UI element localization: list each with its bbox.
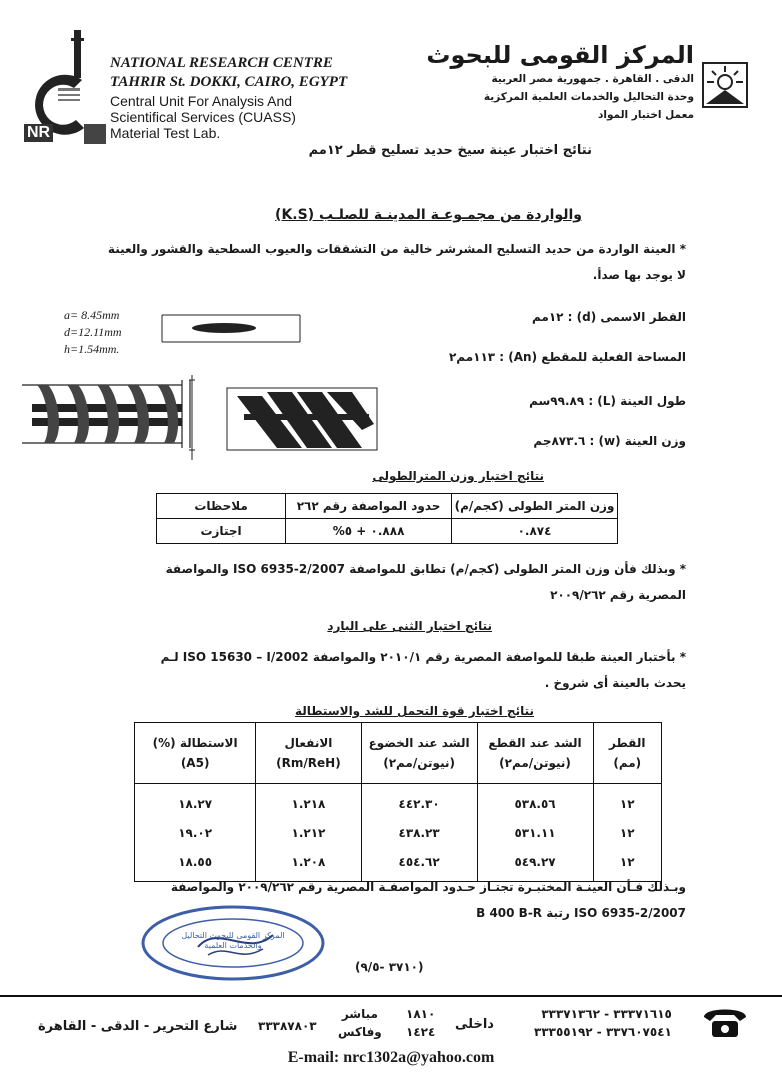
- weight-test-table: [156, 493, 618, 544]
- footer-phone-line: ٣٣٣٧١٦١٥ - ٣٣٣٧١٣٦٢: [541, 1007, 672, 1021]
- official-stamp: [138, 903, 328, 983]
- table-cell: ٤٥٤.٦٢: [361, 847, 477, 882]
- footer-phones: [534, 1005, 672, 1041]
- intro-text: [106, 236, 686, 288]
- col-header: [361, 723, 477, 784]
- ar-header-line: الدقى . القاهرة . جمهورية مصر العربية: [491, 73, 694, 85]
- bend-test-text: [66, 644, 686, 696]
- col-header-line: الشد عند الخضوع: [368, 736, 470, 750]
- weight-conclusion: [86, 556, 686, 608]
- bend-test-line: يحدث بالعينة أى شروخ .: [544, 676, 686, 690]
- tensile-test-heading: نتائج اختبار قوة التحمل للشد والاستطالة: [294, 704, 534, 718]
- nrc-logo: [22, 28, 108, 148]
- col-header: حدود المواصفة رقم ٢٦٢: [286, 494, 452, 519]
- en-header: [110, 54, 347, 92]
- final-conclusion-line: وبـذلك فـأن العينـة المختبـرة تجتـاز حـدود المواصفـة المصرية رقم ٢٠٠٩/٢٦٢ والمواصفة: [170, 880, 686, 894]
- col-header-unit: (A5): [180, 756, 210, 770]
- ar-header-line: معمل اختبار المواد: [597, 109, 694, 121]
- table-cell: ١٢: [593, 818, 662, 847]
- rebar-diagram: [22, 300, 402, 475]
- table-cell: اجتازت: [157, 519, 286, 544]
- en-sub-line: Scientifical Services (CUASS): [110, 109, 296, 125]
- col-header-line: الانفعال: [284, 736, 333, 750]
- stamp-text: المركز القومى للبحوث التحاليل والخدمات العلمية: [181, 931, 285, 950]
- footer-fax-label: وفاكس: [338, 1025, 382, 1039]
- footer-divider: [0, 995, 782, 997]
- specimen-length: طول العينة (L) : ٩٩.٨٩سم: [529, 394, 686, 408]
- table-cell: ٥٣١.١١: [477, 818, 593, 847]
- weight-test-heading: نتائج اختبار وزن المترالطولى: [372, 469, 544, 483]
- dim-h: h=1.54mm.: [64, 342, 120, 356]
- logo-text: NR: [24, 124, 53, 142]
- table-cell: ٠.٨٨٨ + ٥%: [286, 519, 452, 544]
- col-header: [477, 723, 593, 784]
- table-cell: ٥٣٨.٥٦: [477, 784, 593, 819]
- table-row: [135, 784, 662, 819]
- table-cell: ١.٢١٢: [256, 818, 361, 847]
- specimen-weight: وزن العينة (w) : ٨٧٣.٦جم: [533, 434, 686, 448]
- en-header-line: NATIONAL RESEARCH CENTRE: [110, 55, 333, 71]
- col-header-unit: (نيوتن/مم٢): [499, 756, 571, 770]
- table-row: [135, 818, 662, 847]
- footer-address: شارع التحرير - الدقى - القاهرة: [38, 1019, 238, 1034]
- en-subheader: [110, 93, 296, 141]
- table-cell: ١٨.٢٧: [135, 784, 256, 819]
- col-header-unit: (Rm/ReH): [276, 756, 341, 770]
- col-header-unit: (مم): [613, 756, 642, 770]
- footer-ext: ١٤٢٤: [406, 1025, 436, 1039]
- en-sub-line: Material Test Lab.: [110, 125, 221, 141]
- table-cell: ١٢: [593, 784, 662, 819]
- footer-direct-number: ٣٣٣٨٧٨٠٣: [258, 1019, 317, 1033]
- specimen-nominal-diameter: القطر الاسمى (d) : ١٢مم: [531, 310, 686, 324]
- col-header: [593, 723, 662, 784]
- telephone-icon: [702, 1005, 748, 1039]
- en-header-line: TAHRIR St. DOKKI, CAIRO, EGYPT: [110, 74, 348, 90]
- col-header: ملاحظات: [157, 494, 286, 519]
- footer-email: E-mail: nrc1302a@yahoo.com: [287, 1049, 495, 1066]
- footer-direct-label: مباشر: [341, 1007, 378, 1021]
- table-cell: ٥٤٩.٢٧: [477, 847, 593, 882]
- dim-a: a= 8.45mm: [64, 308, 120, 322]
- tensile-test-table: [134, 722, 662, 882]
- ar-header-title: المركز القومى للبحوث: [426, 41, 694, 69]
- page-subtitle: والواردة من مجمـوعـة المدينـة للصلـب (K.S): [275, 207, 582, 223]
- bend-test-heading: نتائج اختبار الثنى على البارد: [327, 619, 492, 633]
- weight-conclusion-line: * وبذلك فأن وزن المتر الطولى (كجم/م) تطابق للمواصفة ISO 6935-2/2007 والمواصفة: [165, 562, 686, 576]
- table-header-row: [135, 723, 662, 784]
- col-header: [135, 723, 256, 784]
- table-cell: ١.٢١٨: [256, 784, 361, 819]
- specimen-area: المساحة الفعلية للمقطع (An) : ١١٣مم٢: [448, 350, 686, 364]
- table-cell: ١٢: [593, 847, 662, 882]
- weight-conclusion-line: المصرية رقم ٢٠٠٩/٢٦٢: [550, 588, 686, 602]
- col-header-line: الاستطالة (%): [152, 736, 238, 750]
- table-header-row: [157, 494, 618, 519]
- col-header-line: القطر: [609, 736, 646, 750]
- col-header: [256, 723, 361, 784]
- footer-ext: ١٨١٠: [406, 1007, 436, 1021]
- table-row: [157, 519, 618, 544]
- footer-phone-line: ٣٣٧٦٠٧٥٤١ - ٣٣٣٥٥١٩٢: [534, 1025, 672, 1039]
- col-header: وزن المتر الطولى (كجم/م): [452, 494, 618, 519]
- footer-direct-fax: [338, 1005, 382, 1041]
- ar-header: [426, 40, 694, 124]
- table-cell: ٠.٨٧٤: [452, 519, 618, 544]
- bend-test-line: * بأختبار العينة طبقا للمواصفة المصرية رقم ٢٠١٠/١ والمواصفة ISO 15630 – I/2002 لـم: [160, 650, 686, 664]
- sun-emblem-icon: [702, 62, 748, 108]
- dim-d: d=12.11mm: [64, 325, 122, 339]
- table-cell: ١.٢٠٨: [256, 847, 361, 882]
- page-title: نتائج اختبار عينة سيخ حديد تسليح قطر ١٢مم: [308, 143, 592, 158]
- intro-line: لا يوجد بها صدأ.: [592, 268, 686, 282]
- table-cell: ١٩.٠٢: [135, 818, 256, 847]
- en-sub-line: Central Unit For Analysis And: [110, 93, 293, 109]
- table-cell: ٤٤٢.٣٠: [361, 784, 477, 819]
- intro-line: * العينة الواردة من حديد التسليح المشرشر خالية من التشققات والعيوب السطحية والقشور والعينة: [107, 242, 686, 256]
- ar-header-line: وحدة التحاليل والخدمات العلمية المركزية: [483, 91, 694, 103]
- final-conclusion-line: ISO 6935-2/2007 رتبة B 400 B-R: [476, 906, 686, 920]
- table-cell: ١٨.٥٥: [135, 847, 256, 882]
- reference-number: (٣٧١٠ -٩/٥): [355, 960, 424, 974]
- col-header-unit: (نيوتن/مم٢): [383, 756, 455, 770]
- footer-internal-label: داخلى: [455, 1017, 494, 1032]
- col-header-line: الشد عند القطع: [488, 736, 582, 750]
- footer-exts: [406, 1005, 435, 1041]
- table-cell: ٤٣٨.٢٣: [361, 818, 477, 847]
